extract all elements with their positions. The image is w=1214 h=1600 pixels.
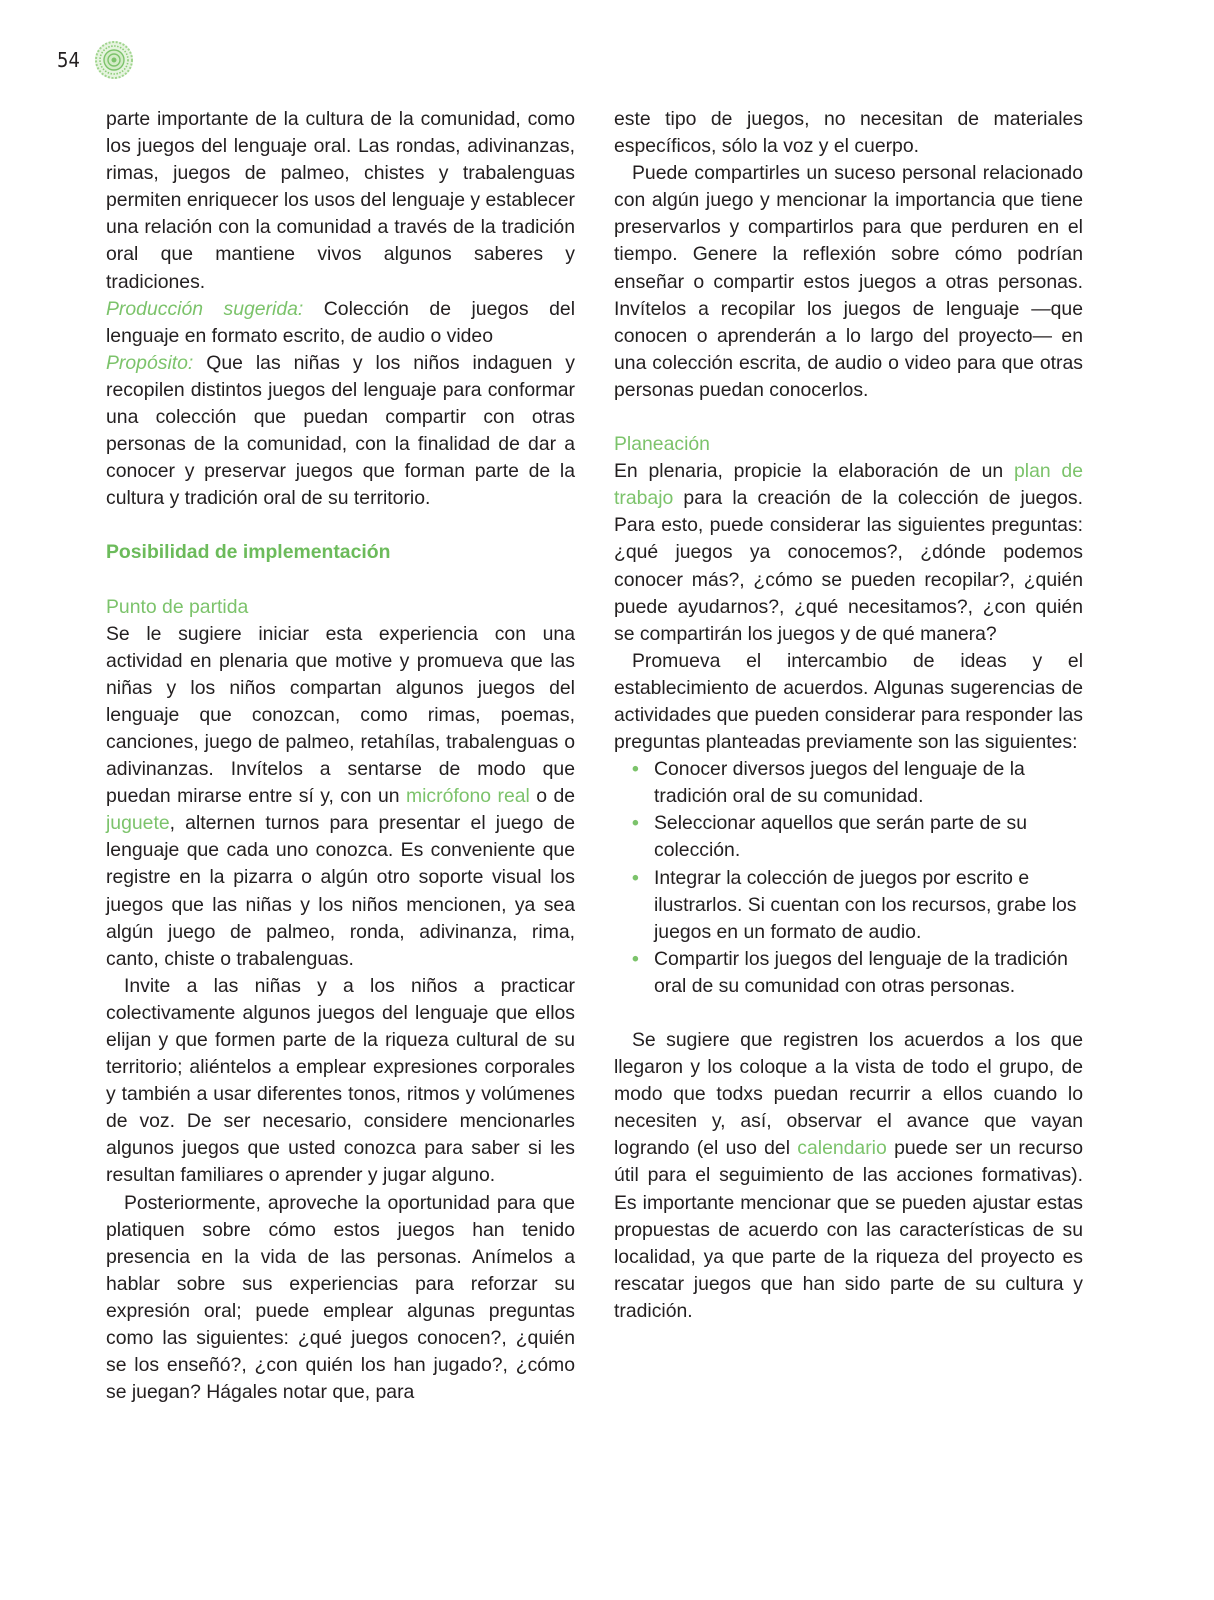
bullet-icon: • <box>632 866 639 889</box>
plan-de-trabajo-link: plan de trabajo <box>614 460 1083 510</box>
subsection-heading: Punto de partida <box>106 595 249 618</box>
activity-list <box>614 756 1083 1000</box>
bullet-icon: • <box>632 947 639 970</box>
list-item-text: Seleccionar aquellos que serán parte de su colección. <box>654 812 1027 862</box>
paragraph: Promueva el intercambio de ideas y el establecimiento de acuerdos. Algunas sugerencias de actividades que pueden considerar para responder las preguntas planteadas previamente son las siguientes: <box>614 649 1083 754</box>
page-number: 54 <box>57 48 80 72</box>
paragraph-text: Se le sugiere iniciar esta experiencia con una actividad en plenaria que motive y promueva que las niñas y los niños compartan algunos juegos del lenguaje que conozcan, como rimas, poemas, canciones, juego de palmeo, retahílas, trabalenguas o adivinanzas. Invítelos a sentarse de modo que puedan mirarse entre sí y, con un <box>106 622 575 808</box>
section-heading: Posibilidad de implementación <box>106 541 391 564</box>
subsection-heading: Planeación <box>614 433 710 456</box>
list-item <box>632 946 1083 1000</box>
proposito-label: Propósito: <box>106 351 194 374</box>
produccion-text: Colección de juegos del lenguaje en formato escrito, de audio o video <box>106 297 575 347</box>
paragraph-text: Se sugiere que registren los acuerdos a los que llegaron y los coloque a la vista de todo el grupo, de modo que todxs puedan recurrir a ellos cuando lo necesiten y, así, observar el avance que vayan logrando (el uso del <box>614 1029 1083 1160</box>
paragraph: Posteriormente, aproveche la oportunidad para que platiquen sobre cómo estos juegos han tenido presencia en la vida de las personas. Anímelos a hablar sobre sus experiencias para reforzar su expresión oral; puede emplear algunas preguntas como las siguientes: ¿qué juegos conocen?, ¿quién se los enseñó?, ¿con quién los han jugado?, ¿cómo se juegan? Hágales notar que, para <box>106 1191 575 1404</box>
right-column <box>614 106 1083 1325</box>
microfono-link: micrófono real <box>405 785 530 808</box>
green-circular-emblem-icon <box>94 40 134 80</box>
left-column <box>106 106 575 1406</box>
paragraph-text: , alternen turnos para presentar el juego de lenguaje que cada uno conozca. Es conveniente que registre en la pizarra o algún otro soporte visual los juegos que las niñas y los niños mencionen, ya sea algún juego de palmeo, ronda, adivinanza, rima, canto, chiste o trabalenguas. <box>106 812 575 970</box>
page-header <box>57 38 134 82</box>
proposito-text: Que las niñas y los niños indaguen y recopilen distintos juegos del lenguaje para conformar una colección que puedan compartir con otras personas de la comunidad, con la finalidad de dar a conocer y preservar juegos que forman parte de la cultura y tradición oral de su territorio. <box>106 351 575 510</box>
produccion-label: Producción sugerida: <box>106 297 304 320</box>
paragraph: este tipo de juegos, no necesitan de materiales específicos, sólo la voz y el cuerpo. <box>614 108 1083 158</box>
list-item-text: Integrar la colección de juegos por escrito e ilustrarlos. Si cuentan con los recursos, grabe los juegos en un formato de audio. <box>654 866 1077 943</box>
list-item-text: Conocer diversos juegos del lenguaje de la tradición oral de su comunidad. <box>654 758 1025 808</box>
list-item <box>632 810 1083 864</box>
paragraph <box>614 1027 1083 1325</box>
list-item <box>632 865 1083 946</box>
paragraph: Invite a las niñas y a los niños a practicar colectivamente algunos juegos del lenguaje que ellos elijan y que formen parte de la riqueza cultural de su territorio; aliéntelos a emplear expresiones corporales y también a usar diferentes tonos, ritmos y volúmenes de voz. De ser necesario, considere mencionarles algunos juegos que usted conozca para saber si les resultan familiares o aprender y jugar alguno. <box>106 974 575 1187</box>
paragraph <box>614 458 1083 648</box>
paragraph: parte importante de la cultura de la comunidad, como los juegos del lenguaje oral. Las rondas, adivinanzas, rimas, juegos de palmeo, chistes y trabalenguas permiten enriquecer los usos del lenguaje y establecer una relación con la comunidad a través de la tradición oral que mantiene vivos algunos saberes y tradiciones. <box>106 108 575 293</box>
produccion-paragraph <box>106 296 575 350</box>
list-item-text: Compartir los juegos del lenguaje de la tradición oral de su comunidad con otras personas. <box>654 947 1068 997</box>
paragraph: Puede compartirles un suceso personal relacionado con algún juego y mencionar la importancia que tiene preservarlos y compartirlos para que perduren en el tiempo. Genere la reflexión sobre cómo podrían enseñar o compartir estos juegos a otras personas. Invítelos a recopilar los juegos de lenguaje —que conocen o aprenderán a lo largo del proyecto— en una colección escrita, de audio o video para que otras personas puedan conocerlos. <box>614 162 1083 401</box>
paragraph-text: para la creación de la colección de juegos. Para esto, puede considerar las siguientes preguntas: ¿qué juegos ya conocemos?, ¿dónde podemos conocer más?, ¿cómo se pueden recopilar?, ¿quién puede ayudarnos?, ¿qué necesitamos?, ¿con quién se compartirán los juegos y de qué manera? <box>614 487 1083 645</box>
bullet-icon: • <box>632 812 639 835</box>
proposito-paragraph <box>106 350 575 513</box>
bullet-icon: • <box>632 758 639 781</box>
calendario-link: calendario <box>797 1137 887 1160</box>
juguete-link: juguete <box>106 812 170 835</box>
paragraph-text: puede ser un recurso útil para el seguimiento de las acciones formativas). Es importante mencionar que se pueden ajustar estas propuestas de acuerdo con las características de su localidad, ya que parte de la riqueza del proyecto es rescatar juegos que han sido parte de su cultura y tradición. <box>614 1137 1083 1322</box>
paragraph-text: o de <box>529 785 576 808</box>
list-item <box>632 756 1083 810</box>
paragraph-text: En plenaria, propicie la elaboración de un <box>614 460 1014 483</box>
paragraph <box>106 621 575 973</box>
